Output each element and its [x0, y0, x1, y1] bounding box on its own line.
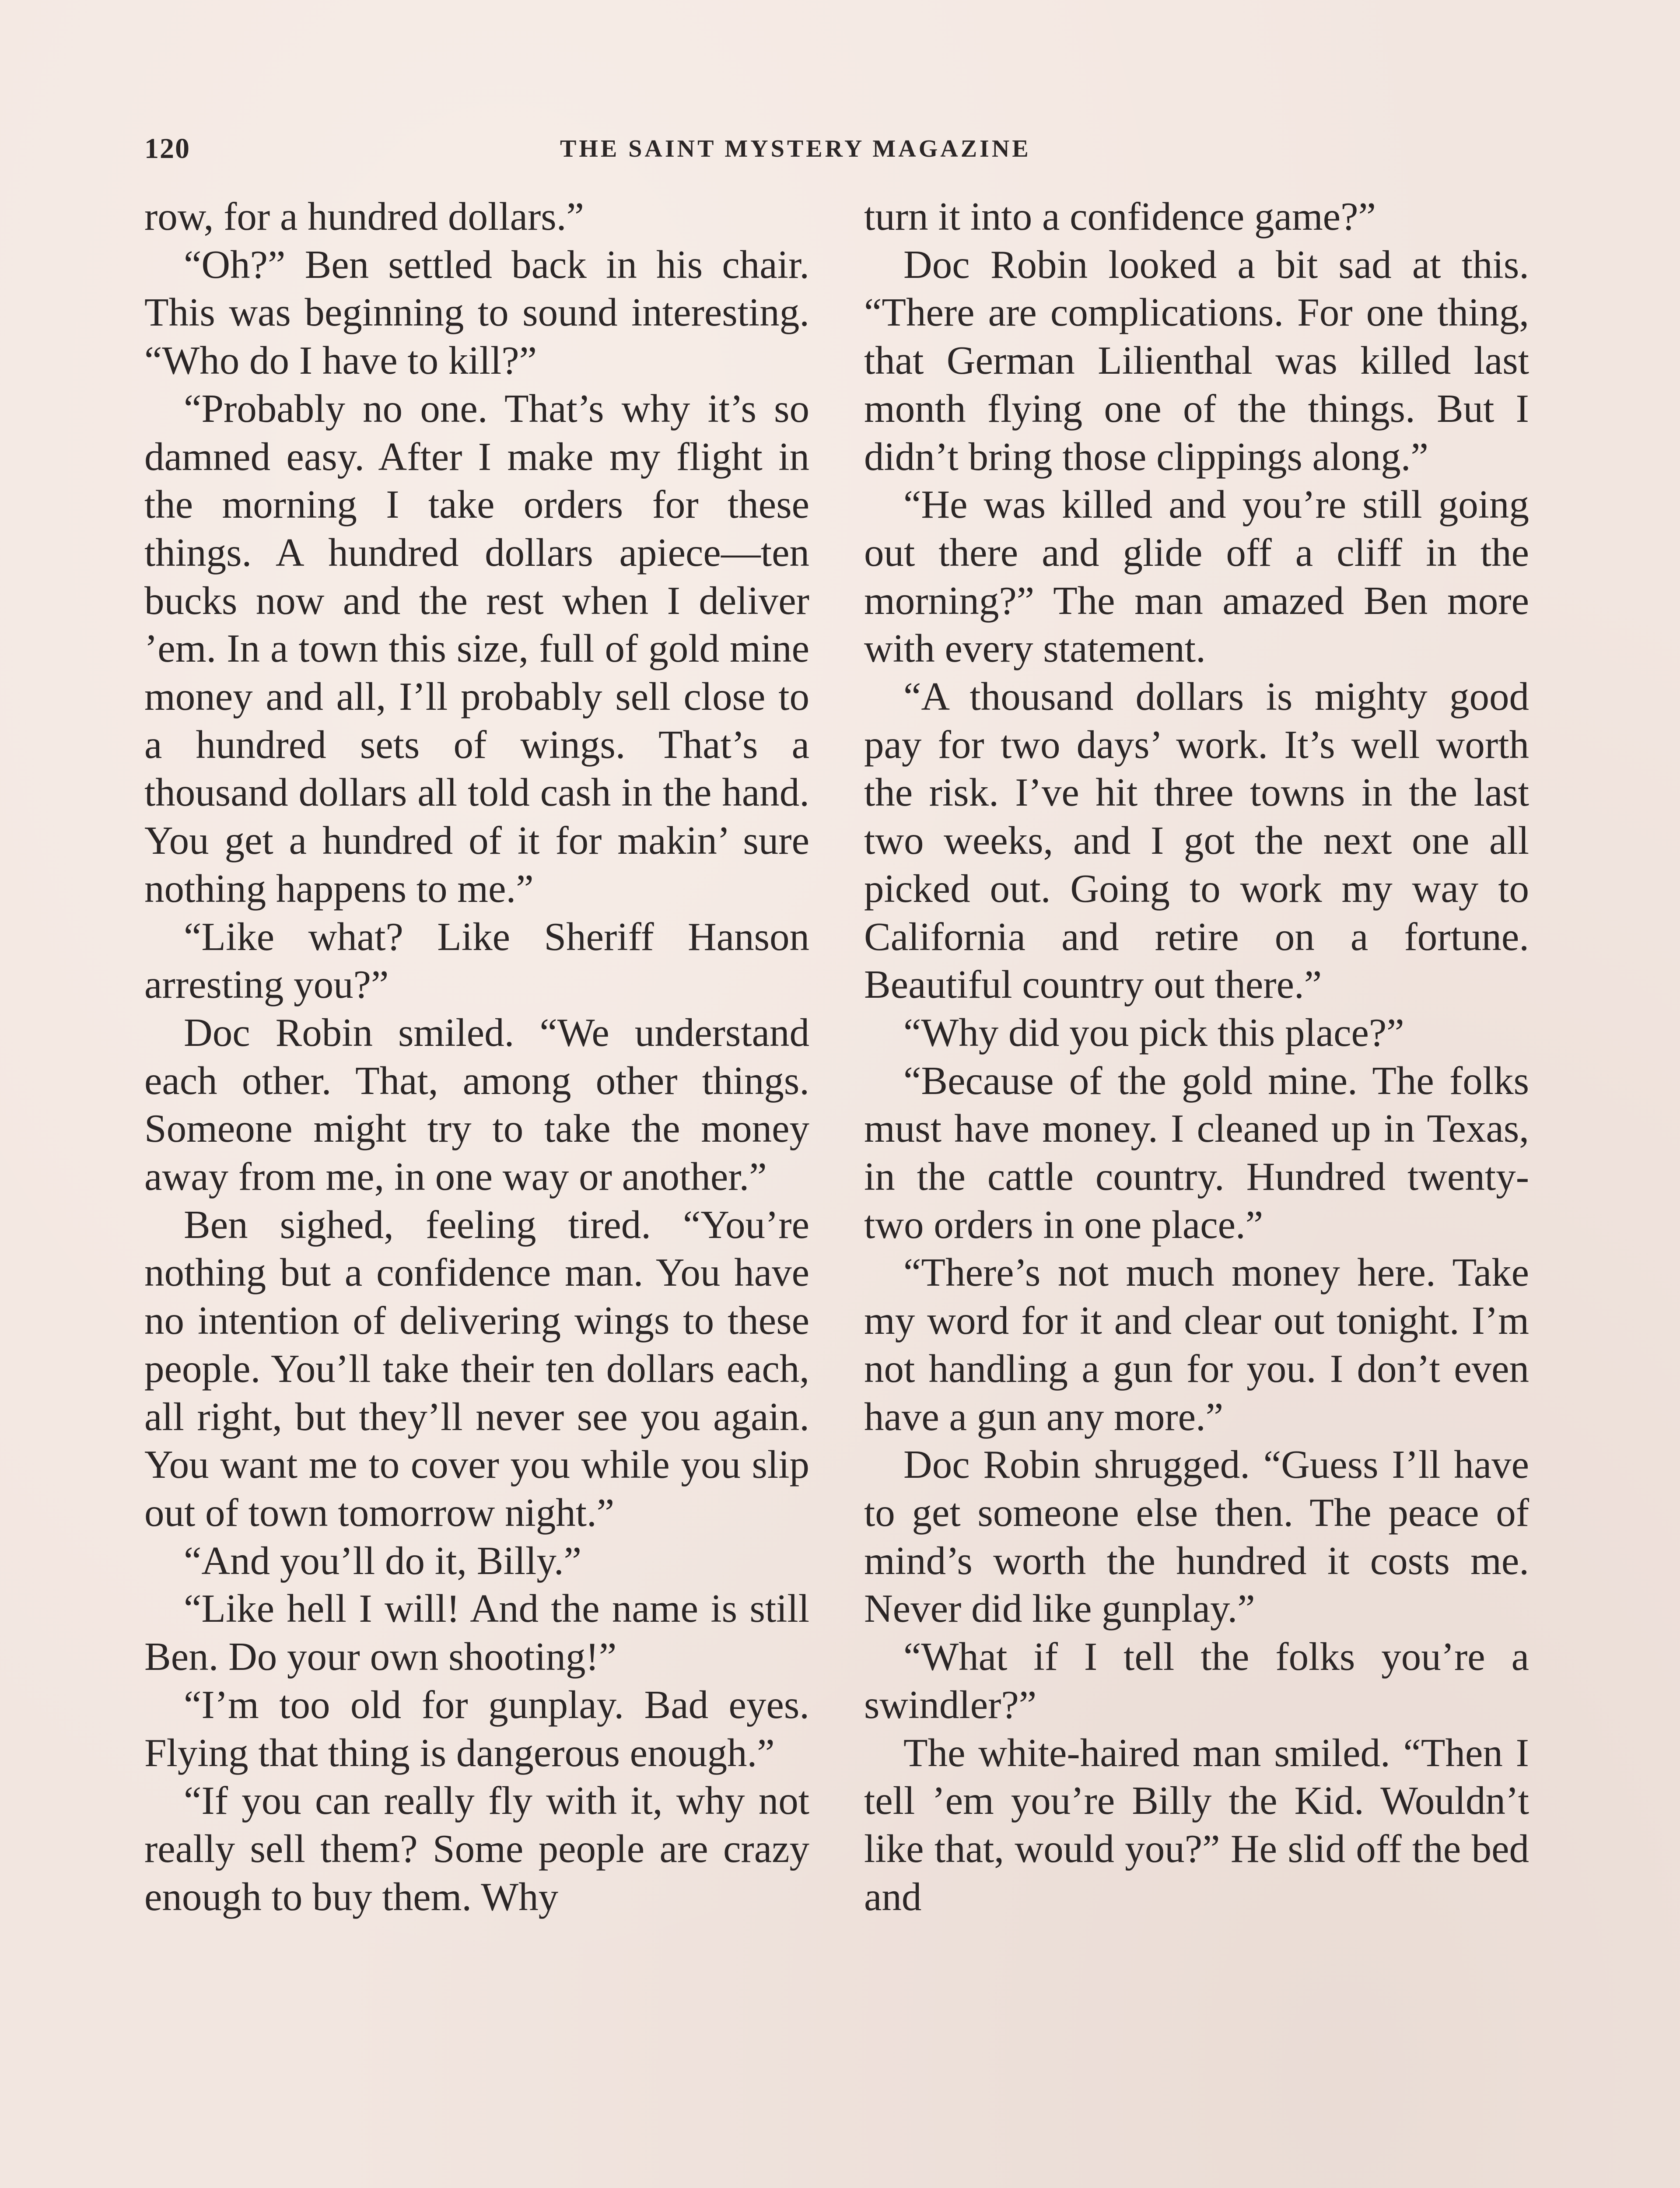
- left-text-column: [144, 193, 809, 1921]
- paragraph: “What if I tell the folks you’re a swindler?”: [864, 1634, 1529, 1727]
- paragraph: “I’m too old for gunplay. Bad eyes. Flying that thing is dangerous enough.”: [144, 1682, 809, 1775]
- paragraph: “He was killed and you’re still going out there and glide off a cliff in the morning?” The man amazed Ben more with every statement.: [864, 482, 1529, 671]
- paragraph: row, for a hundred dollars.”: [144, 194, 584, 238]
- page-number: 120: [144, 133, 190, 165]
- paragraph: “Because of the gold mine. The folks must have money. I cleaned up in Texas, in the cattle country. Hundred twenty-two orders in one place.”: [864, 1058, 1529, 1247]
- paragraph: Ben sighed, feeling tired. “You’re nothing but a confidence man. You have no intention of delivering wings to these people. You’ll take their ten dollars each, all right, but they’ll never see you again. You want me to cover you while you slip out of town tomorrow night.”: [144, 1202, 809, 1535]
- right-text-column: [864, 193, 1529, 1921]
- paragraph: “Like what? Like Sheriff Hanson arresting you?”: [144, 914, 809, 1007]
- paragraph: Doc Robin smiled. “We understand each other. That, among other things. Someone might try to take the money away from me, in one way or another.”: [144, 1010, 809, 1199]
- paragraph: “Probably no one. That’s why it’s so damned easy. After I make my flight in the morning I take orders for these things. A hundred dollars apiece—ten bucks now and the rest when I deliver ’em. In a town this size, full of gold mine money and all, I’ll probably sell close to a hundred sets of wings. That’s a thousand dollars all told cash in the hand. You get a hundred of it for makin’ sure nothing happens to me.”: [144, 386, 809, 911]
- paragraph: “Oh?” Ben settled back in his chair. This was beginning to sound interesting. “Who do I have to kill?”: [144, 242, 809, 383]
- paragraph: turn it into a confidence game?”: [864, 194, 1376, 238]
- paragraph: The white-haired man smiled. “Then I tell ’em you’re Billy the Kid. Wouldn’t like that, would you?” He slid off the bed and: [864, 1730, 1529, 1919]
- page-header: [144, 127, 1536, 175]
- paragraph: “A thousand dollars is mighty good pay for two days’ work. It’s well worth the risk. I’ve hit three towns in the last two weeks, and I got the next one all picked out. Going to work my way to California and retire on a fortune. Beautiful country out there.”: [864, 674, 1529, 1007]
- paragraph: “If you can really fly with it, why not really sell them? Some people are crazy enough to buy them. Why: [144, 1778, 809, 1919]
- paragraph: “And you’ll do it, Billy.”: [184, 1538, 582, 1583]
- paragraph: Doc Robin looked a bit sad at this. “There are complications. For one thing, that German Lilienthal was killed last month flying one of the things. But I didn’t bring those clippings along.”: [864, 242, 1529, 479]
- paragraph: “There’s not much money here. Take my word for it and clear out tonight. I’m not handling a gun for you. I don’t even have a gun any more.”: [864, 1250, 1529, 1439]
- paragraph: “Why did you pick this place?”: [903, 1010, 1404, 1055]
- running-title: THE SAINT MYSTERY MAGAZINE: [560, 135, 1031, 162]
- paragraph: “Like hell I will! And the name is still Ben. Do your own shooting!”: [144, 1586, 809, 1679]
- paragraph: Doc Robin shrugged. “Guess I’ll have to get someone else then. The peace of mind’s worth the hundred it costs me. Never did like gunplay.”: [864, 1442, 1529, 1631]
